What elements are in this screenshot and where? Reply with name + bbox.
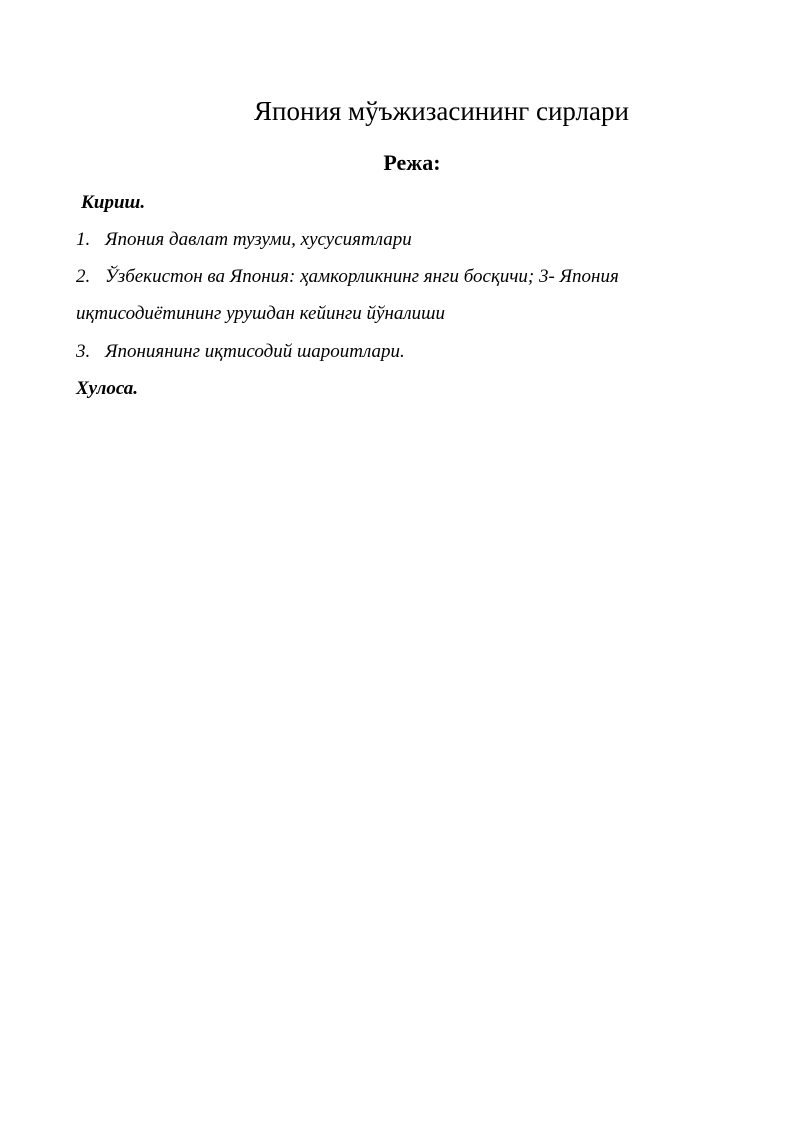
plan-item-2-continuation: иқтисодиётининг урушдан кейинги йўналиши [76,303,446,324]
intro-label: Кириш. [81,192,146,213]
document-title: Япония мўъжизасининг сирлари [254,96,629,126]
plan-item-3-number: 3. [76,341,91,362]
plan-item-2-number: 2. [76,266,91,287]
plan-item-2 [76,266,619,288]
plan-item-1 [76,229,412,251]
plan-item-1-text: Япония давлат тузуми, хусусиятлари [105,229,412,250]
plan-item-3-text: Япониянинг иқтисодий шароитлари. [105,341,405,362]
plan-item-3 [76,341,405,363]
plan-item-2-text: Ўзбекистон ва Япония: ҳамкорликнинг янги босқичи; 3- Япония [105,266,619,287]
conclusion-label: Хулоса. [76,378,139,399]
plan-item-1-number: 1. [76,229,91,250]
plan-heading: Режа: [383,150,441,175]
